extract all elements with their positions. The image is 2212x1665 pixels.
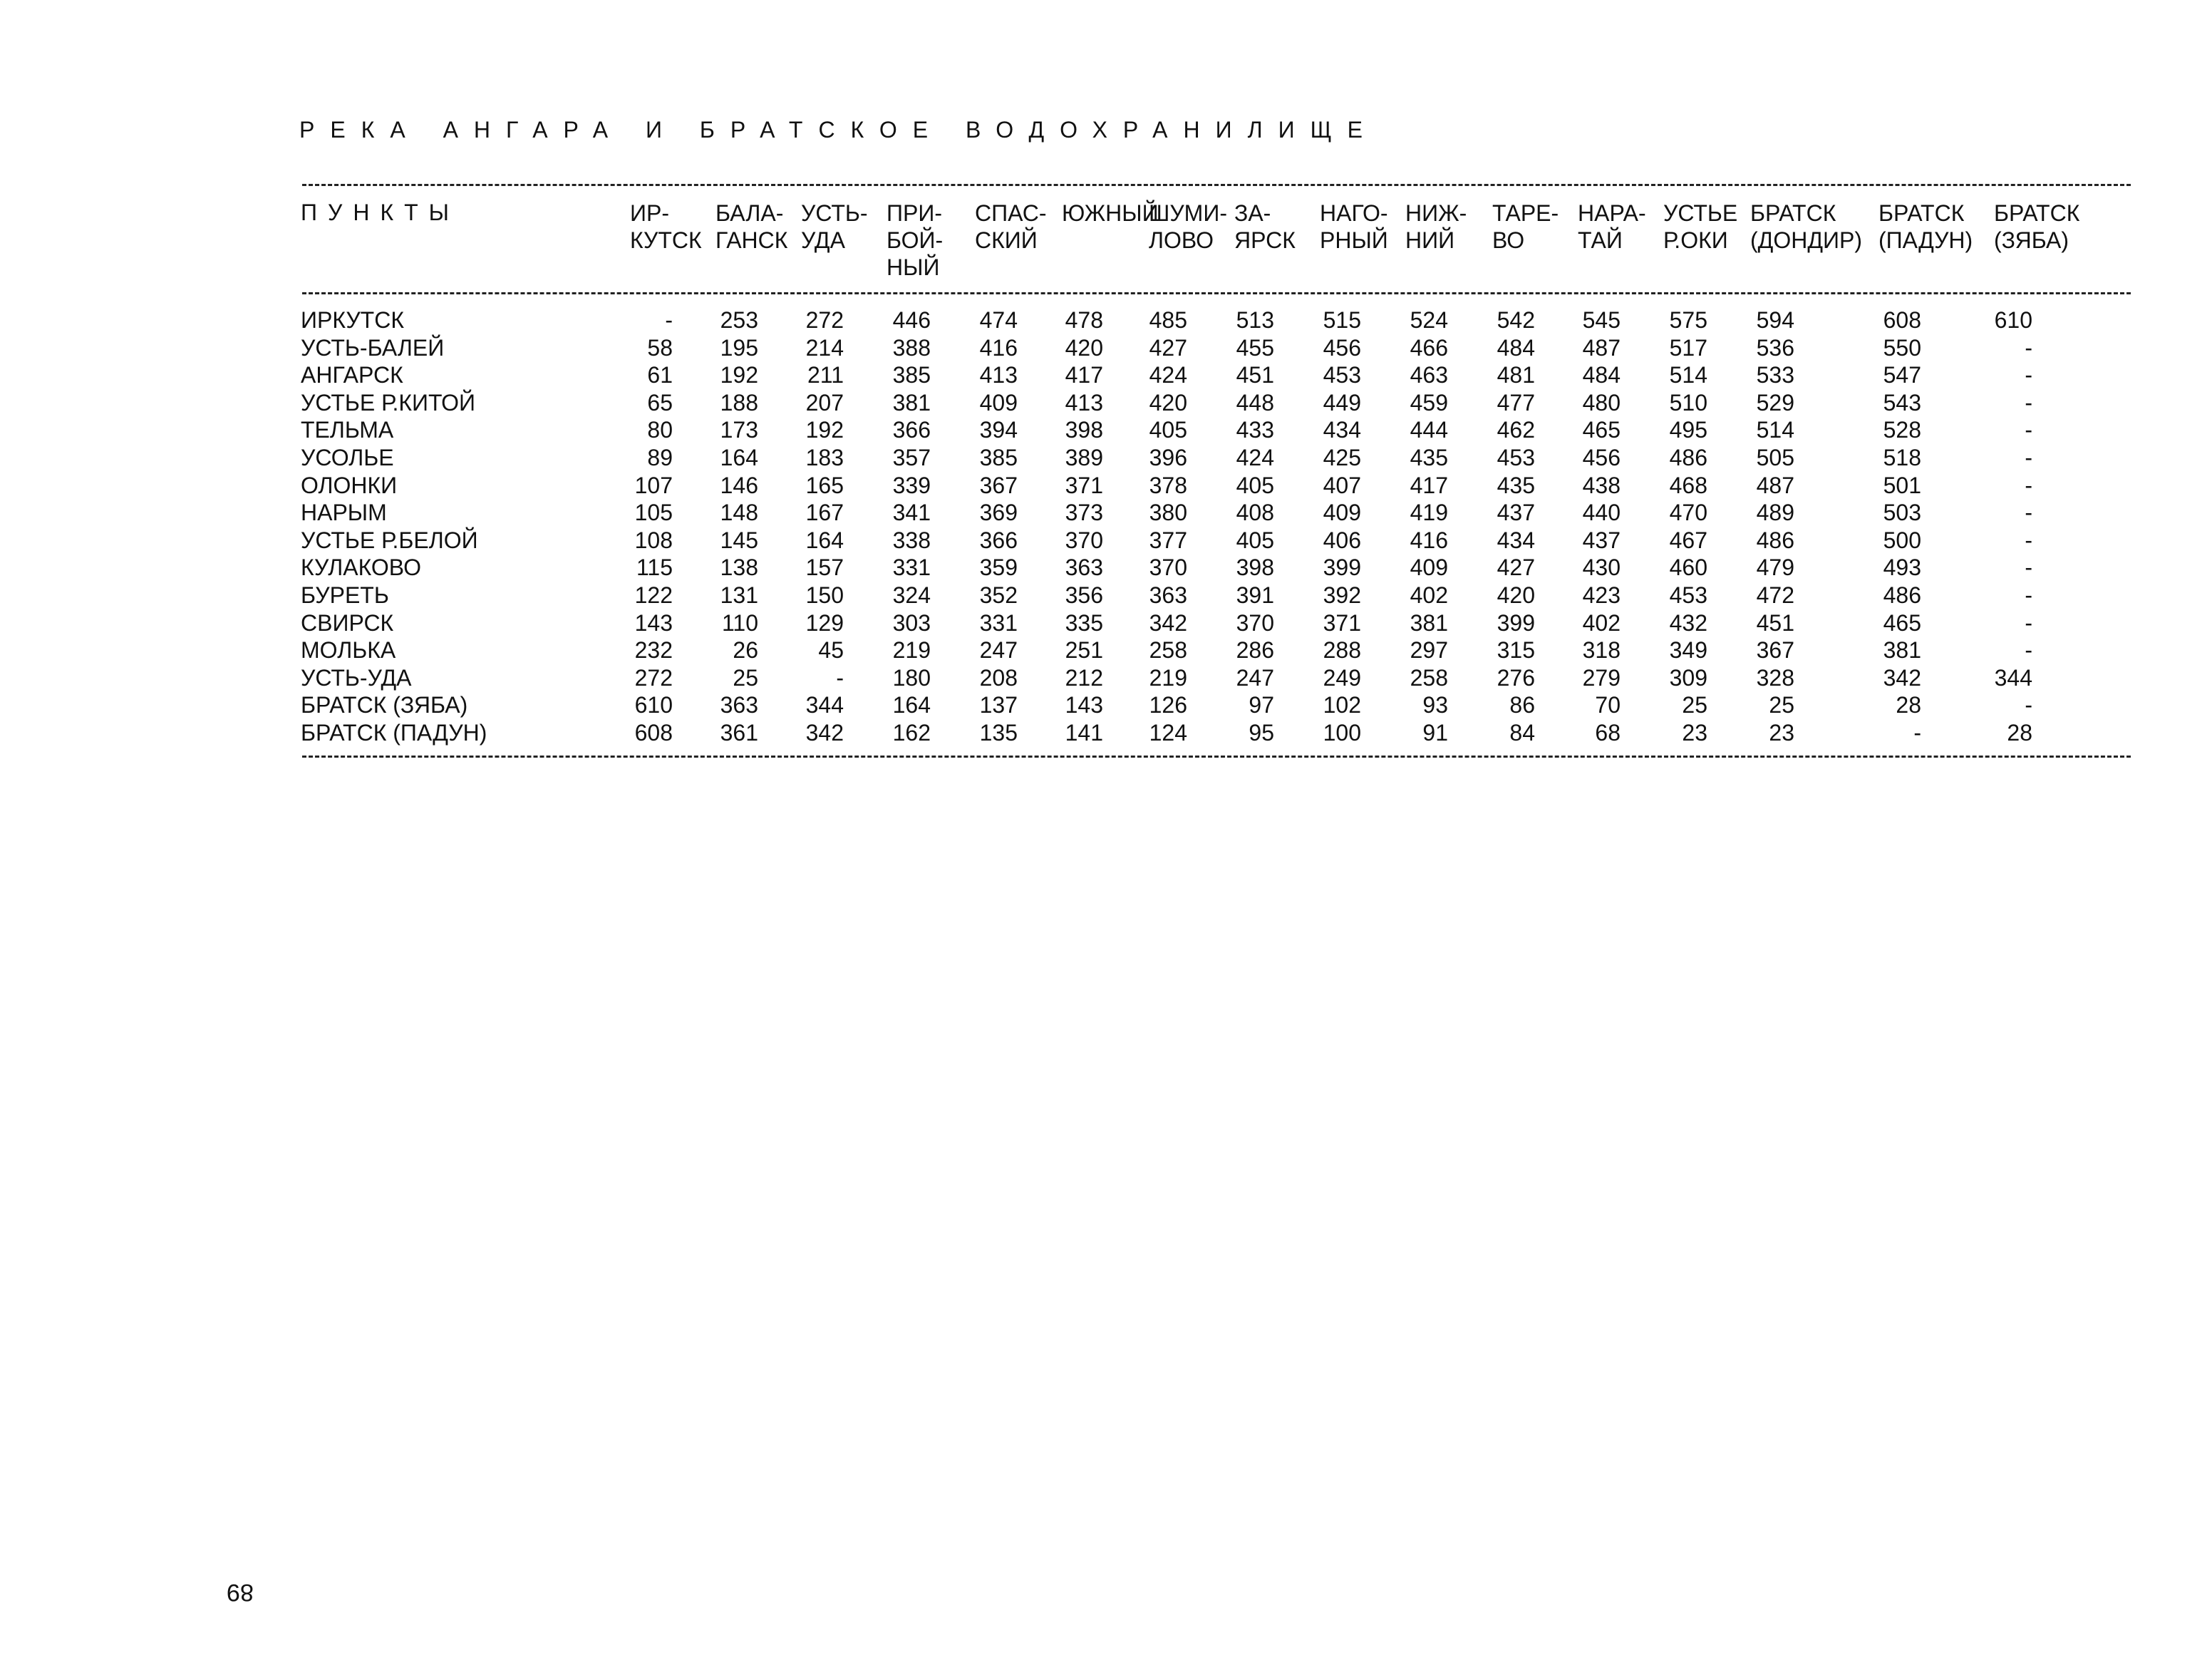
table-cell: 467 [1669, 527, 1707, 553]
row-name: УСТЬЕ Р.КИТОЙ [301, 389, 475, 416]
table-cell: 167 [805, 500, 844, 526]
table-cell: 80 [647, 417, 673, 443]
divider-top [302, 184, 2131, 186]
table-cell: 207 [805, 389, 844, 416]
table-cell: 145 [720, 527, 758, 553]
table-cell: 409 [1323, 500, 1361, 526]
table-cell: 164 [892, 692, 931, 718]
table-cell: 451 [1236, 362, 1274, 388]
table-cell: 219 [1149, 664, 1187, 691]
table-cell: 517 [1669, 334, 1707, 361]
table-cell: 108 [634, 527, 673, 553]
table-cell: 470 [1669, 500, 1707, 526]
table-cell: 608 [634, 720, 673, 746]
table-cell: 380 [1149, 500, 1187, 526]
table-cell: 219 [892, 637, 931, 664]
table-cell: 370 [1149, 555, 1187, 581]
table-cell: 86 [1509, 692, 1535, 718]
table-cell: 406 [1323, 527, 1361, 553]
divider-bottom [302, 756, 2131, 758]
table-cell: 432 [1669, 609, 1707, 636]
table-cell: 148 [720, 500, 758, 526]
table-cell: 303 [892, 609, 931, 636]
table-cell: 456 [1582, 445, 1621, 470]
table-cell: 434 [1323, 417, 1361, 443]
table-cell: 417 [1065, 362, 1103, 388]
table-cell: 518 [1883, 445, 1921, 470]
table-cell: 315 [1497, 637, 1535, 664]
table-cell: 385 [892, 362, 931, 388]
row-name: НАРЫМ [301, 500, 387, 526]
table-cell: 180 [892, 664, 931, 691]
table-cell: 514 [1756, 417, 1794, 443]
table-cell: 288 [1323, 637, 1361, 664]
table-cell: 272 [805, 307, 844, 333]
table-cell: 408 [1236, 500, 1274, 526]
row-name: УСОЛЬЕ [301, 445, 394, 470]
table-cell: 413 [1065, 389, 1103, 416]
table-cell: 500 [1883, 527, 1921, 553]
table-cell: 65 [647, 389, 673, 416]
table-cell: 342 [1149, 609, 1187, 636]
table-cell: 484 [1497, 334, 1535, 361]
table-cell: 359 [979, 555, 1018, 581]
table-cell: 366 [892, 417, 931, 443]
table-cell: 610 [1994, 307, 2032, 333]
table-cell: 474 [979, 307, 1018, 333]
table-cell: 434 [1497, 527, 1535, 553]
table-cell: 409 [979, 389, 1018, 416]
table-cell: 545 [1582, 307, 1621, 333]
table-cell: 279 [1582, 664, 1621, 691]
table-cell: 505 [1756, 445, 1794, 470]
table-cell: 45 [818, 637, 844, 664]
table-cell: 486 [1883, 582, 1921, 608]
table-cell: 129 [805, 609, 844, 636]
column-header: ЗА- ЯРСК [1234, 200, 1296, 253]
table-cell: 388 [892, 334, 931, 361]
table-cell: 183 [805, 445, 844, 470]
table-cell: 480 [1582, 389, 1621, 416]
table-cell: 462 [1497, 417, 1535, 443]
row-name: УСТЬЕ Р.БЕЛОЙ [301, 527, 478, 553]
column-header: ШУМИ- ЛОВО [1149, 200, 1227, 253]
table-cell: 398 [1065, 417, 1103, 443]
table-cell: 398 [1236, 555, 1274, 581]
table-cell: 460 [1669, 555, 1707, 581]
table-cell: 440 [1582, 500, 1621, 526]
row-name: ОЛОНКИ [301, 472, 398, 498]
column-header: НАГО- РНЫЙ [1320, 200, 1388, 253]
row-name: УСТЬ-УДА [301, 664, 412, 691]
table-cell: 465 [1582, 417, 1621, 443]
row-name: КУЛАКОВО [301, 555, 421, 581]
table-cell: 324 [892, 582, 931, 608]
table-cell: 370 [1065, 527, 1103, 553]
table-cell: 25 [733, 664, 758, 691]
table-cell: 495 [1669, 417, 1707, 443]
column-header: НИЖ- НИЙ [1405, 200, 1467, 253]
table-cell: 68 [1595, 720, 1621, 746]
table-cell: 342 [805, 720, 844, 746]
table-cell: 188 [720, 389, 758, 416]
table-cell: - [665, 307, 673, 333]
divider-header [302, 292, 2131, 294]
table-cell: 192 [805, 417, 844, 443]
table-cell: 463 [1410, 362, 1448, 388]
table-cell: 381 [1883, 637, 1921, 664]
table-cell: 211 [807, 362, 844, 388]
row-header-label: ПУНКТЫ [301, 200, 460, 225]
table-cell: 349 [1669, 637, 1707, 664]
table-cell: 91 [1422, 720, 1448, 746]
table-cell: 427 [1149, 334, 1187, 361]
table-cell: 478 [1065, 307, 1103, 333]
table-cell: 107 [634, 472, 673, 498]
table-cell: - [2025, 472, 2032, 498]
table-cell: 381 [892, 389, 931, 416]
column-header: ЮЖНЫЙ [1062, 200, 1159, 226]
table-cell: 258 [1410, 664, 1448, 691]
table-cell: 135 [979, 720, 1018, 746]
table-cell: 369 [979, 500, 1018, 526]
table-cell: 396 [1149, 445, 1187, 470]
table-cell: 157 [805, 555, 844, 581]
table-cell: 416 [1410, 527, 1448, 553]
table-cell: 143 [634, 609, 673, 636]
table-cell: 453 [1669, 582, 1707, 608]
table-cell: 391 [1236, 582, 1274, 608]
table-cell: 424 [1149, 362, 1187, 388]
column-header: ТАРЕ- ВО [1492, 200, 1559, 253]
table-cell: 610 [634, 692, 673, 718]
table-cell: 286 [1236, 637, 1274, 664]
table-cell: 100 [1323, 720, 1361, 746]
table-cell: 381 [1410, 609, 1448, 636]
table-cell: 164 [720, 445, 758, 470]
row-name: ТЕЛЬМА [301, 417, 394, 443]
table-cell: 510 [1669, 389, 1707, 416]
table-cell: 195 [720, 334, 758, 361]
table-cell: 514 [1669, 362, 1707, 388]
table-cell: 468 [1669, 472, 1707, 498]
table-cell: 102 [1323, 692, 1361, 718]
table-cell: 143 [1065, 692, 1103, 718]
table-cell: 402 [1410, 582, 1448, 608]
row-name: БРАТСК (ЗЯБА) [301, 692, 468, 718]
table-cell: 485 [1149, 307, 1187, 333]
table-cell: 138 [720, 555, 758, 581]
table-cell: 453 [1323, 362, 1361, 388]
column-header: БРАТСК (ДОНДИР) [1750, 200, 1862, 253]
table-cell: - [2025, 527, 2032, 553]
table-cell: - [2025, 500, 2032, 526]
table-cell: 446 [892, 307, 931, 333]
table-cell: - [2025, 692, 2032, 718]
table-cell: 430 [1582, 555, 1621, 581]
table-cell: 363 [1065, 555, 1103, 581]
table-cell: 385 [979, 445, 1018, 470]
table-cell: 456 [1323, 334, 1361, 361]
table-cell: 378 [1149, 472, 1187, 498]
table-cell: 405 [1236, 527, 1274, 553]
table-cell: 402 [1582, 609, 1621, 636]
table-cell: 451 [1756, 609, 1794, 636]
table-cell: 61 [647, 362, 673, 388]
table-cell: 515 [1323, 307, 1361, 333]
table-cell: 339 [892, 472, 931, 498]
table-cell: 105 [634, 500, 673, 526]
table-cell: 394 [979, 417, 1018, 443]
table-cell: 513 [1236, 307, 1274, 333]
table-cell: 466 [1410, 334, 1448, 361]
table-cell: 366 [979, 527, 1018, 553]
table-cell: 420 [1065, 334, 1103, 361]
table-cell: 435 [1410, 445, 1448, 470]
table-cell: 536 [1756, 334, 1794, 361]
table-cell: 435 [1497, 472, 1535, 498]
column-header: УСТЬ- УДА [801, 200, 868, 253]
table-cell: 487 [1582, 334, 1621, 361]
table-cell: 370 [1236, 609, 1274, 636]
table-cell: 367 [979, 472, 1018, 498]
table-cell: 437 [1582, 527, 1621, 553]
table-cell: 122 [634, 582, 673, 608]
table-cell: 95 [1249, 720, 1274, 746]
table-cell: 131 [720, 582, 758, 608]
page-title: РЕКА АНГАРА И БРАТСКОЕ ВОДОХРАНИЛИЩЕ [299, 117, 1378, 143]
table-cell: 542 [1497, 307, 1535, 333]
table-cell: - [2025, 555, 2032, 581]
table-cell: 150 [805, 582, 844, 608]
table-cell: 575 [1669, 307, 1707, 333]
table-cell: 214 [805, 334, 844, 361]
table-cell: 28 [2007, 720, 2032, 746]
table-cell: 424 [1236, 445, 1274, 470]
table-cell: 399 [1323, 555, 1361, 581]
table-cell: 407 [1323, 472, 1361, 498]
table-cell: 409 [1410, 555, 1448, 581]
table-cell: 484 [1582, 362, 1621, 388]
column-header: СПАС- СКИЙ [975, 200, 1047, 253]
row-name: АНГАРСК [301, 362, 403, 388]
table-cell: 543 [1883, 389, 1921, 416]
table-cell: 594 [1756, 307, 1794, 333]
table-cell: 356 [1065, 582, 1103, 608]
table-cell: 89 [647, 445, 673, 470]
table-cell: 247 [1236, 664, 1274, 691]
table-cell: 344 [1994, 664, 2032, 691]
table-cell: 399 [1497, 609, 1535, 636]
table-cell: 363 [1149, 582, 1187, 608]
table-cell: 124 [1149, 720, 1187, 746]
page-number: 89 [227, 1579, 254, 1606]
table-cell: 420 [1497, 582, 1535, 608]
table-cell: 28 [1896, 692, 1921, 718]
table-cell: 342 [1883, 664, 1921, 691]
table-cell: 419 [1410, 500, 1448, 526]
table-cell: 448 [1236, 389, 1274, 416]
table-cell: 416 [979, 334, 1018, 361]
table-cell: - [2025, 362, 2032, 388]
table-cell: - [2025, 582, 2032, 608]
table-cell: 479 [1756, 555, 1794, 581]
table-cell: 352 [979, 582, 1018, 608]
table-cell: 453 [1497, 445, 1535, 470]
table-cell: 371 [1065, 472, 1103, 498]
table-cell: 528 [1883, 417, 1921, 443]
table-cell: 328 [1756, 664, 1794, 691]
table-cell: 162 [892, 720, 931, 746]
table-cell: 232 [634, 637, 673, 664]
table-cell: 420 [1149, 389, 1187, 416]
table-cell: 389 [1065, 445, 1103, 470]
table-cell: 84 [1509, 720, 1535, 746]
table-cell: 318 [1582, 637, 1621, 664]
table-cell: 363 [720, 692, 758, 718]
column-header: УСТЬЕ Р.ОКИ [1663, 200, 1738, 253]
table-cell: 486 [1669, 445, 1707, 470]
table-cell: 503 [1883, 500, 1921, 526]
table-cell: 258 [1149, 637, 1187, 664]
row-name: БУРЕТЬ [301, 582, 389, 608]
table-cell: 377 [1149, 527, 1187, 553]
table-cell: 23 [1682, 720, 1707, 746]
table-cell: - [2025, 445, 2032, 470]
table-cell: 550 [1883, 334, 1921, 361]
table-cell: 173 [720, 417, 758, 443]
column-header: БРАТСК (ПАДУН) [1878, 200, 1973, 253]
table-cell: 249 [1323, 664, 1361, 691]
column-header: ИР- КУТСК [630, 200, 702, 253]
table-cell: 192 [720, 362, 758, 388]
table-cell: 371 [1323, 609, 1361, 636]
table-cell: 405 [1236, 472, 1274, 498]
table-cell: 276 [1497, 664, 1535, 691]
column-header: БАЛА- ГАНСК [715, 200, 788, 253]
table-cell: - [2025, 417, 2032, 443]
table-cell: 309 [1669, 664, 1707, 691]
table-cell: 26 [733, 637, 758, 664]
table-cell: 529 [1756, 389, 1794, 416]
table-cell: 208 [979, 664, 1018, 691]
table-cell: 417 [1410, 472, 1448, 498]
table-cell: 146 [720, 472, 758, 498]
table-cell: 110 [721, 609, 758, 636]
column-header: БРАТСК (ЗЯБА) [1994, 200, 2080, 253]
table-cell: 501 [1883, 472, 1921, 498]
row-name: МОЛЬКА [301, 637, 396, 664]
table-cell: 165 [805, 472, 844, 498]
row-name: ИРКУТСК [301, 307, 404, 333]
table-cell: 253 [720, 307, 758, 333]
table-cell: 486 [1756, 527, 1794, 553]
table-cell: 392 [1323, 582, 1361, 608]
table-cell: 481 [1497, 362, 1535, 388]
table-cell: 344 [805, 692, 844, 718]
table-cell: 423 [1582, 582, 1621, 608]
table-cell: 373 [1065, 500, 1103, 526]
table-cell: 93 [1422, 692, 1448, 718]
table-cell: 472 [1756, 582, 1794, 608]
table-cell: 58 [647, 334, 673, 361]
table-cell: 524 [1410, 307, 1448, 333]
table-cell: 126 [1149, 692, 1187, 718]
row-name: СВИРСК [301, 609, 394, 636]
table-cell: 459 [1410, 389, 1448, 416]
table-cell: 137 [979, 692, 1018, 718]
table-cell: 493 [1883, 555, 1921, 581]
table-cell: 455 [1236, 334, 1274, 361]
table-cell: - [2025, 637, 2032, 664]
table-cell: 444 [1410, 417, 1448, 443]
table-cell: 489 [1756, 500, 1794, 526]
table-cell: 487 [1756, 472, 1794, 498]
table-cell: 115 [636, 555, 673, 581]
table-cell: 367 [1756, 637, 1794, 664]
table-cell: 331 [979, 609, 1018, 636]
table-cell: 272 [634, 664, 673, 691]
table-cell: 338 [892, 527, 931, 553]
table-cell: 70 [1595, 692, 1621, 718]
table-cell: - [1913, 720, 1921, 746]
table-cell: 425 [1323, 445, 1361, 470]
table-cell: 427 [1497, 555, 1535, 581]
table-cell: 97 [1249, 692, 1274, 718]
row-name: УСТЬ-БАЛЕЙ [301, 334, 445, 361]
table-cell: 465 [1883, 609, 1921, 636]
table-cell: - [836, 664, 844, 691]
table-cell: 547 [1883, 362, 1921, 388]
table-cell: 141 [1065, 720, 1103, 746]
table-cell: 25 [1682, 692, 1707, 718]
column-header: ПРИ- БОЙ- НЫЙ [887, 200, 944, 280]
table-cell: 438 [1582, 472, 1621, 498]
table-cell: 251 [1065, 637, 1103, 664]
table-cell: 405 [1149, 417, 1187, 443]
table-cell: 357 [892, 445, 931, 470]
table-cell: 361 [720, 720, 758, 746]
table-cell: 335 [1065, 609, 1103, 636]
table-cell: 449 [1323, 389, 1361, 416]
row-name: БРАТСК (ПАДУН) [301, 720, 487, 746]
table-cell: - [2025, 334, 2032, 361]
column-header: НАРА- ТАЙ [1578, 200, 1646, 253]
table-cell: - [2025, 389, 2032, 416]
table-cell: 331 [892, 555, 931, 581]
table-cell: 164 [805, 527, 844, 553]
table-cell: - [2025, 609, 2032, 636]
table-cell: 413 [979, 362, 1018, 388]
table-cell: 437 [1497, 500, 1535, 526]
table-cell: 212 [1065, 664, 1103, 691]
table-cell: 477 [1497, 389, 1535, 416]
table-cell: 247 [979, 637, 1018, 664]
table-cell: 341 [892, 500, 931, 526]
table-cell: 433 [1236, 417, 1274, 443]
table-cell: 608 [1883, 307, 1921, 333]
table-cell: 533 [1756, 362, 1794, 388]
table-cell: 25 [1769, 692, 1794, 718]
table-cell: 297 [1410, 637, 1448, 664]
table-cell: 23 [1769, 720, 1794, 746]
